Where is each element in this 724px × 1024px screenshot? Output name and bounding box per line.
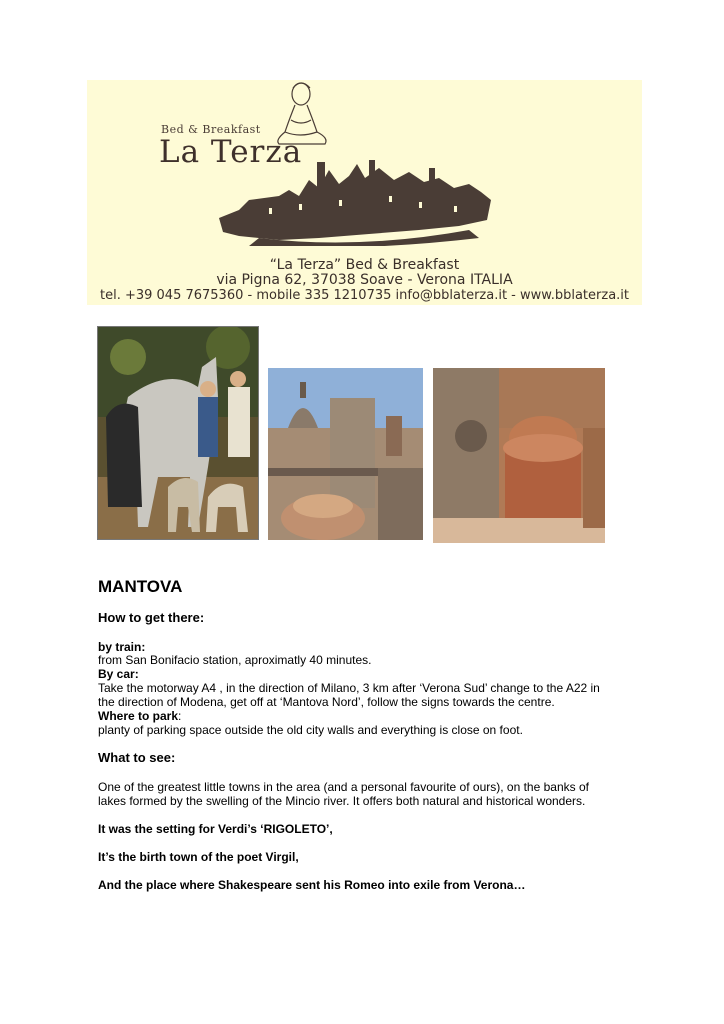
fact-virgil: It’s the birth town of the poet Virgil, (98, 850, 299, 864)
train-label: by train: (98, 640, 146, 654)
how-to-get-heading: How to get there: (98, 610, 205, 625)
what-text-1: One of the greatest little towns in the area (and a personal favourite of ours), on the banks of (98, 780, 589, 794)
header-banner (87, 80, 642, 305)
rotunda-icon (433, 368, 605, 543)
photo-rotunda (433, 368, 605, 543)
castle-skyline-icon (219, 160, 491, 246)
painting-horse-icon (98, 327, 258, 539)
logo-title: La Terza (159, 134, 303, 170)
car-label: By car: (98, 667, 139, 681)
contact-line: tel. +39 045 7675360 - mobile 335 1210735 info@bblaterza.it - www.bblaterza.it (99, 288, 629, 303)
address-line-2: via Pigna 62, 37038 Soave - Verona ITALIA (216, 272, 513, 288)
address-line-1: “La Terza” Bed & Breakfast (269, 257, 460, 273)
logo-subtitle: Bed & Breakfast (161, 123, 261, 136)
train-text: from San Bonifacio station, aproximatly 40 minutes. (98, 653, 372, 667)
fact-shakespeare: And the place where Shakespeare sent his Romeo into exile from Verona… (98, 878, 526, 892)
car-text-1: Take the motorway A4 , in the direction of Milano, 3 km after ‘Verona Sud’ change to the A22 in (98, 681, 600, 695)
photo-painting (97, 326, 259, 540)
page-title: MANTOVA (98, 577, 183, 596)
car-text-2: the direction of Modena, get off at ‘Mantova Nord’, follow the signs towards the centre. (98, 695, 555, 709)
fact-rigoletto: It was the setting for Verdi’s ‘RIGOLETO’, (98, 822, 333, 836)
what-to-see-heading: What to see: (98, 750, 176, 765)
park-colon: : (178, 709, 182, 723)
dome-tower-icon (268, 368, 423, 540)
park-label: Where to park (98, 709, 179, 723)
park-text: planty of parking space outside the old city walls and everything is close on foot. (98, 723, 523, 737)
photo-dome-tower (268, 368, 423, 540)
park-line (98, 709, 181, 723)
what-text-2: lakes formed by the swelling of the Mincio river. It offers both natural and historical wonders. (98, 794, 586, 808)
